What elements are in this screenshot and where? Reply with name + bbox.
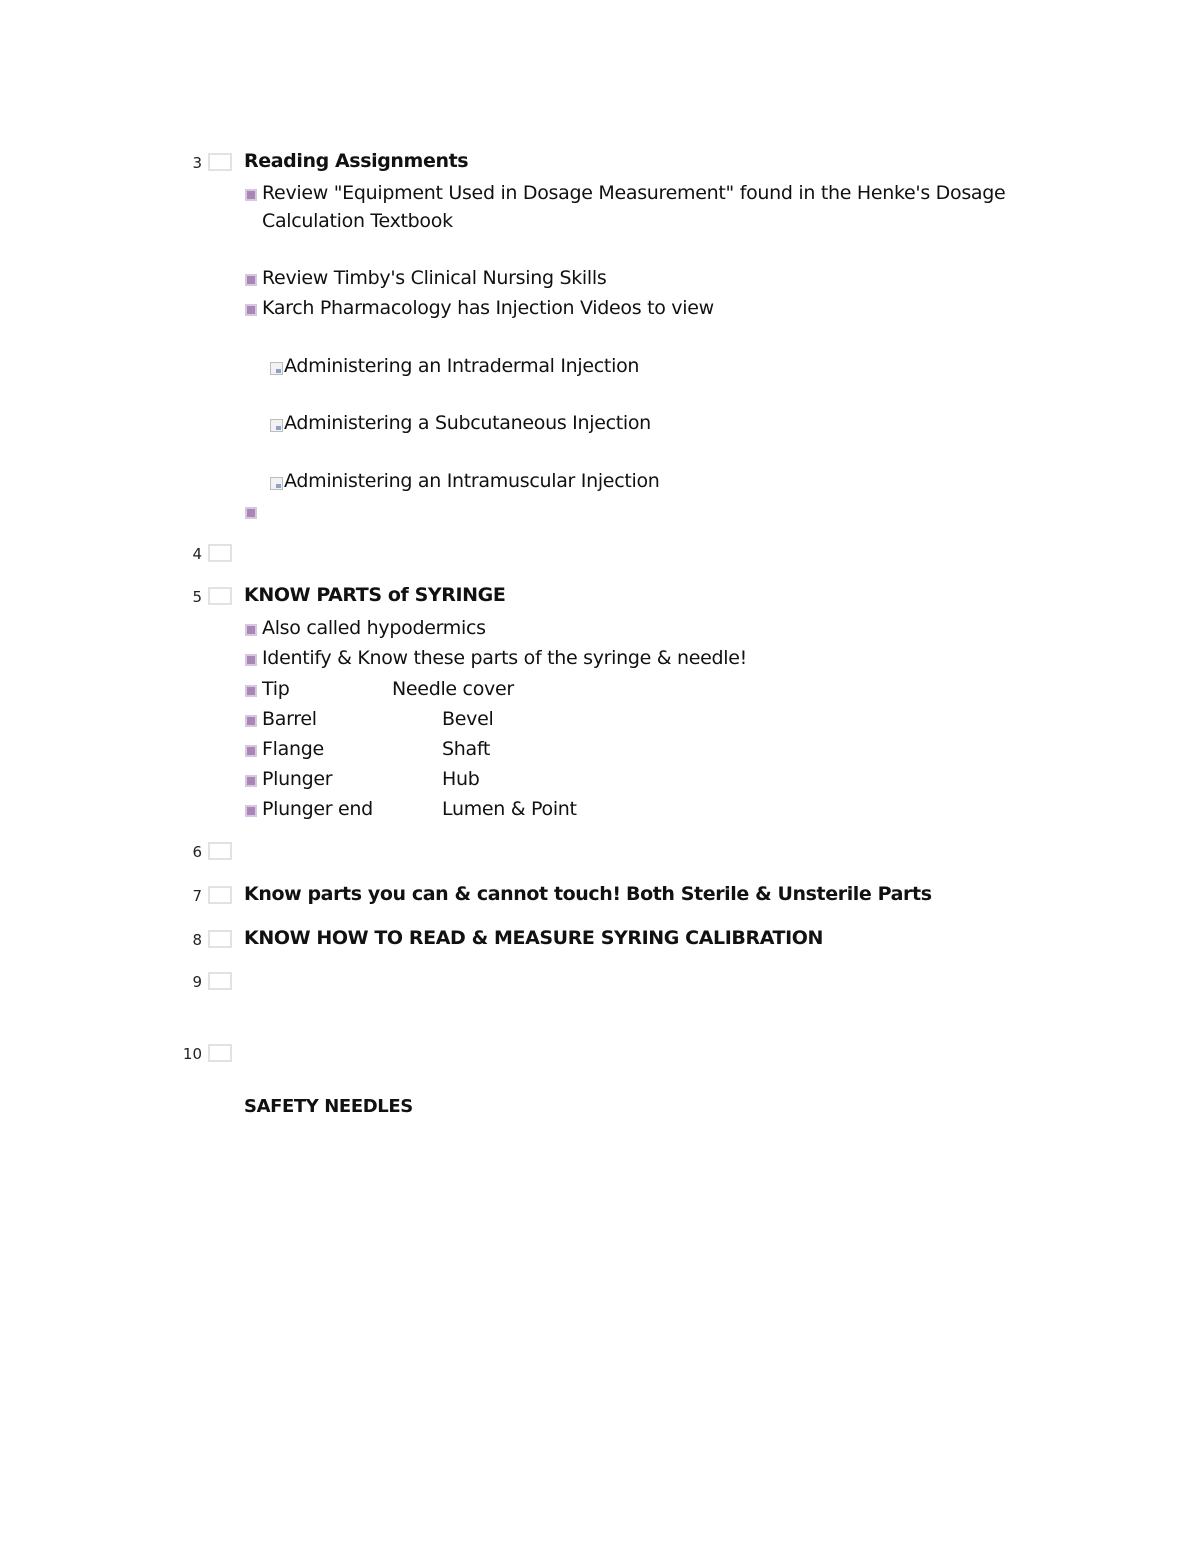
syringe-part: Flange <box>262 738 324 760</box>
syringe-part: Plunger <box>262 768 333 790</box>
outline-text: Karch Pharmacology has Injection Videos to view <box>262 297 714 319</box>
slide-thumbnail[interactable] <box>208 886 232 904</box>
slide-title: Reading Assignments <box>244 150 469 172</box>
slide-number: 9 <box>192 973 202 991</box>
bullet-icon <box>245 274 257 286</box>
slide-thumbnail[interactable] <box>208 930 232 948</box>
video-icon <box>270 477 283 490</box>
outline-text: Also called hypodermics <box>262 617 486 639</box>
slide-thumbnail[interactable] <box>208 842 232 860</box>
slide-thumbnail[interactable] <box>208 544 232 562</box>
slide-number: 10 <box>182 1045 202 1063</box>
video-icon <box>270 362 283 375</box>
outline-text: Review "Equipment Used in Dosage Measurement" found in the Henke's Dosage <box>262 182 1006 204</box>
bullet-icon <box>245 304 257 316</box>
slide-thumbnail[interactable] <box>208 972 232 990</box>
bullet-icon <box>245 624 257 636</box>
section-heading: SAFETY NEEDLES <box>244 1096 413 1117</box>
video-link[interactable]: Administering an Intradermal Injection <box>284 355 640 377</box>
needle-part: Bevel <box>442 708 494 730</box>
slide-number: 6 <box>192 843 202 861</box>
bullet-icon <box>245 715 257 727</box>
slide-title: KNOW PARTS of SYRINGE <box>244 584 506 606</box>
syringe-part: Plunger end <box>262 798 373 820</box>
bullet-icon <box>245 685 257 697</box>
outline-text: Review Timby's Clinical Nursing Skills <box>262 267 607 289</box>
needle-part: Needle cover <box>392 678 514 700</box>
outline-text: Identify & Know these parts of the syringe & needle! <box>262 647 747 669</box>
bullet-icon <box>245 775 257 787</box>
bullet-icon <box>245 507 257 519</box>
syringe-part: Barrel <box>262 708 317 730</box>
needle-part: Shaft <box>442 738 491 760</box>
video-icon <box>270 419 283 432</box>
bullet-icon <box>245 805 257 817</box>
slide-thumbnail[interactable] <box>208 153 232 171</box>
slide-thumbnail[interactable] <box>208 587 232 605</box>
needle-part: Hub <box>442 768 480 790</box>
slide-title: Know parts you can & cannot touch! <box>244 883 621 905</box>
slide-thumbnail[interactable] <box>208 1044 232 1062</box>
bullet-icon <box>245 189 257 201</box>
video-link[interactable]: Administering a Subcutaneous Injection <box>284 412 651 434</box>
syringe-part: Tip <box>262 678 290 700</box>
slide-title: KNOW HOW TO READ & MEASURE SYRING CALIBRATION <box>244 927 824 949</box>
slide-number: 8 <box>192 931 202 949</box>
slide-number: 4 <box>192 545 202 563</box>
needle-part: Lumen & Point <box>442 798 577 820</box>
outline-text: Calculation Textbook <box>262 210 453 232</box>
bullet-icon <box>245 654 257 666</box>
bullet-icon <box>245 745 257 757</box>
slide-number: 7 <box>192 887 202 905</box>
video-link[interactable]: Administering an Intramuscular Injection <box>284 470 660 492</box>
slide-number: 5 <box>192 588 202 606</box>
slide-title-secondary: Both Sterile & Unsterile Parts <box>626 883 932 905</box>
slide-number: 3 <box>192 154 202 172</box>
